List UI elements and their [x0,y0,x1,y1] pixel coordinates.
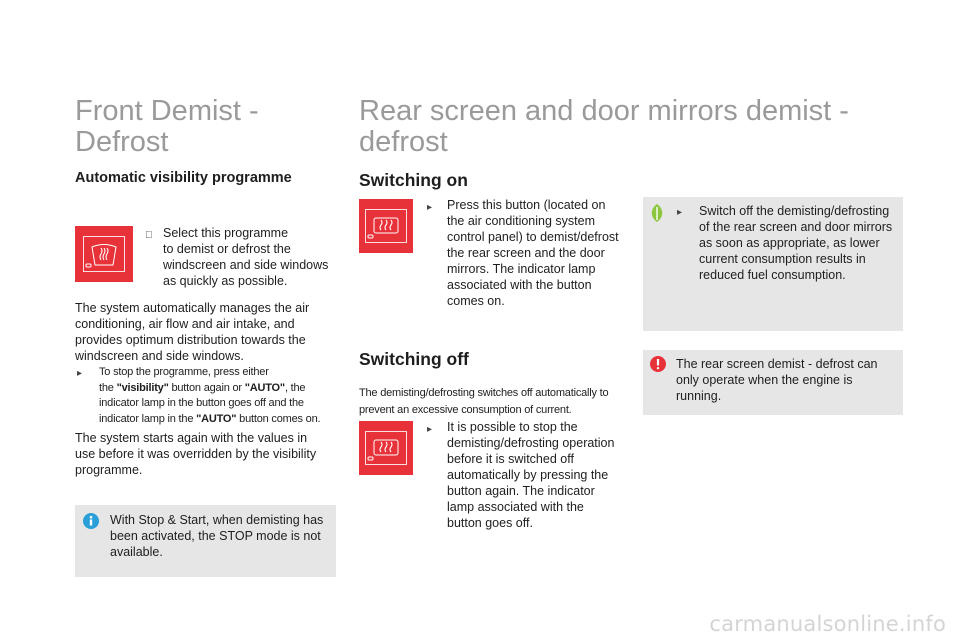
visibility-label: "visibility" [116,381,169,394]
rear-title-line2: defrost [359,126,448,158]
engine-warning-box [643,350,903,415]
stop-text-part: indicator lamp in the [99,412,194,425]
front-windscreen-demist-icon [84,237,124,271]
rear-screen-demist-icon [366,210,406,242]
stop-programme-text [99,365,344,427]
switching-off-title: Switching off [359,349,469,369]
engine-warning-text: The rear screen demist - defrost can only operate when the engine is running. [676,357,878,403]
info-icon [83,513,99,529]
automatic-visibility-subtitle: Automatic visibility programme [75,170,292,186]
rear-demist-button-off[interactable] [359,421,413,475]
stop-text-part: the [99,381,114,394]
bullet-arrow-icon: ▸ [427,202,433,213]
front-title-line1: Front Demist - [75,95,259,127]
select-line: as quickly as possible. [163,274,288,288]
warning-icon [650,356,666,372]
select-programme-text [163,225,338,289]
eco-tip-text: Switch off the demisting/defrosting of the rear screen and door mirrors as soon as appropriate, as lower current consumption results in reduced fuel consumption. [699,204,893,282]
front-title-line2: Defrost [75,126,169,158]
stop-start-info-box [75,505,336,577]
site-watermark-logo: carmanualsonline.info [709,612,946,636]
select-line: to demist or defrost the [163,242,291,256]
stop-text-part: button comes on. [239,412,321,425]
auto-label: "AUTO" [196,412,237,425]
button-frame [365,431,407,465]
system-restart-paragraph: The system starts again with the values in use before it was overridden by the visibility programme. [75,431,317,477]
eco-leaf-icon [649,203,665,223]
switching-on-title: Switching on [359,170,468,190]
stop-text-part: To stop the programme, press either [99,366,269,378]
eco-tip-box [643,197,903,331]
button-frame [365,209,407,243]
rear-title-line1: Rear screen and door mirrors demist - [359,95,849,127]
switching-on-text: Press this button (located on the air conditioning system control panel) to demist/defrost the rear screen and the door mirrors. The indicator lamp associated with the button comes on. [447,198,619,308]
stop-text-part: button again or [171,381,242,394]
bullet-arrow-icon [145,230,153,241]
rear-section-title [359,96,849,158]
rear-demist-button[interactable] [359,199,413,253]
stop-start-info-text: With Stop & Start, when demisting has been activated, the STOP mode is not available. [110,513,324,559]
rear-screen-demist-icon [366,432,406,464]
front-section-title [75,96,259,158]
visibility-button[interactable] [75,226,133,282]
select-line: windscreen and side windows [163,258,329,272]
bullet-arrow-icon: ▸ [677,207,683,218]
auto-manage-paragraph: The system automatically manages the air conditioning, air flow and air intake, and provides optimum distribution towards the windscreen and side windows. [75,301,310,363]
switching-off-text: It is possible to stop the demisting/defrosting operation before it is switched off automatically by pressing the button again. The indicator lamp associated with the button goes off. [447,420,615,530]
stop-text-part: indicator lamp in the button goes off and the [99,397,304,409]
bullet-arrow-icon: ▸ [77,368,83,379]
bullet-arrow-icon: ▸ [427,424,433,435]
select-line: Select this programme [163,226,289,240]
auto-label: "AUTO" [244,381,285,394]
switching-off-intro: The demisting/defrosting switches off automatically to prevent an excessive consumption of current. [359,387,609,416]
stop-text-part: , the [284,381,306,394]
button-frame [83,236,125,272]
